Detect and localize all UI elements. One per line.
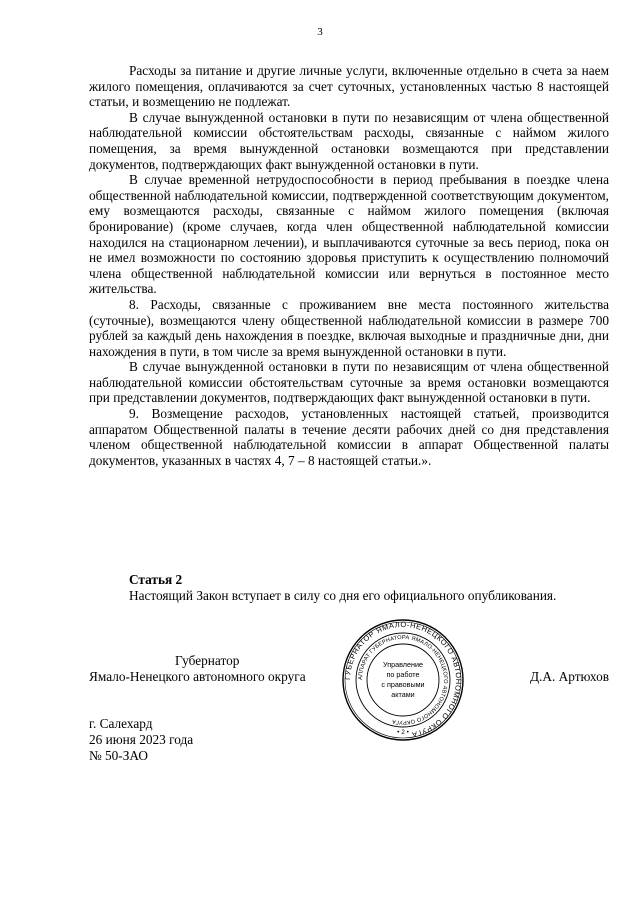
article-text: Настоящий Закон вступает в силу со дня его официального опубликования.	[129, 588, 557, 603]
paragraph: В случае вынужденной остановки в пути по независящим от члена общественной наблюдательной комиссии обстоятельствам суточные за время остановки возмещаются при представлении документов, подтверждающих факт вынужденной остановки в пути.	[89, 359, 609, 406]
city: г. Салехард	[89, 716, 153, 731]
stamp-number: • 2 •	[397, 729, 409, 736]
article-2	[89, 572, 609, 604]
stamp-center-line: Управление	[383, 660, 423, 669]
law-number: № 50-ЗАО	[89, 748, 148, 763]
stamp-inner-ring-text: АППАРАТ ГУБЕРНАТОРА ЯМАЛО-НЕНЕЦКОГО АВТОНОМНОГО ОКРУГА	[357, 634, 449, 726]
paragraph: 9. Возмещение расходов, установленных настоящей статьей, производится аппаратом Общественной палаты в течение десяти рабочих дней со дня представления членом общественной наблюдательной комиссии в аппарат Общественной палаты документов, указанных в частях 4, 7 – 8 настоящей статьи.».	[89, 406, 609, 468]
signatory-title: Губернатор	[175, 653, 240, 668]
article-title: Статья 2	[129, 572, 183, 587]
date: 26 июня 2023 года	[89, 732, 194, 747]
stamp-seal-icon	[341, 618, 465, 742]
page-number: 3	[317, 26, 323, 38]
official-stamp	[341, 618, 465, 742]
law-text	[89, 63, 609, 468]
paragraph: 8. Расходы, связанные с проживанием вне места постоянного жительства (суточные), возмещаются члену общественной наблюдательной комиссии в размере 700 рублей за каждый день нахождения в поездке, включая выходные и праздничные дни, дни нахождения в пути, в том числе за время вынужденной остановки в пути.	[89, 296, 609, 359]
stamp-ring-text: ГУБЕРНАТОР ЯМАЛО-НЕНЕЦКОГО АВТОНОМНОГО ОКРУГА	[342, 619, 464, 740]
place-date-number	[89, 716, 193, 764]
paragraph: В случае вынужденной остановки в пути по независящим от члена общественной наблюдательной комиссии обстоятельствам расходы, связанные с наймом жилого помещения, за время вынужденной остановки возмещаются при представлении документов, подтверждающих факт вынужденной остановки в пути.	[89, 109, 609, 172]
stamp-center-line: актами	[391, 690, 415, 699]
paragraph: В случае временной нетрудоспособности в период пребывания в поездке члена общественной наблюдательной комиссии, подтвержденной соответствующим документом, ему возмещаются расходы, связанные с наймом жилого помещения (включая бронирование) (кроме случаев, когда член общественной наблюдательной комиссии находился на стационарном лечении), и выплачиваются суточные за весь период, пока он не имел возможности по состоянию здоровья приступить к осуществлению полномочий члена общественной наблюдательной комиссии или вернуться в постоянное место жительства.	[89, 172, 609, 297]
stamp-center-line: с правовыми	[381, 680, 425, 689]
signatory-name: Д.А. Артюхов	[529, 669, 609, 684]
paragraph: Расходы за питание и другие личные услуги, включенные отдельно в счета за наем жилого помещения, оплачиваются за счет суточных, установленных частью 8 настоящей статьи, и возмещению не подлежат.	[89, 63, 609, 110]
stamp-center-line: по работе	[386, 670, 420, 679]
signatory-region: Ямало-Ненецкого автономного округа	[89, 669, 306, 684]
